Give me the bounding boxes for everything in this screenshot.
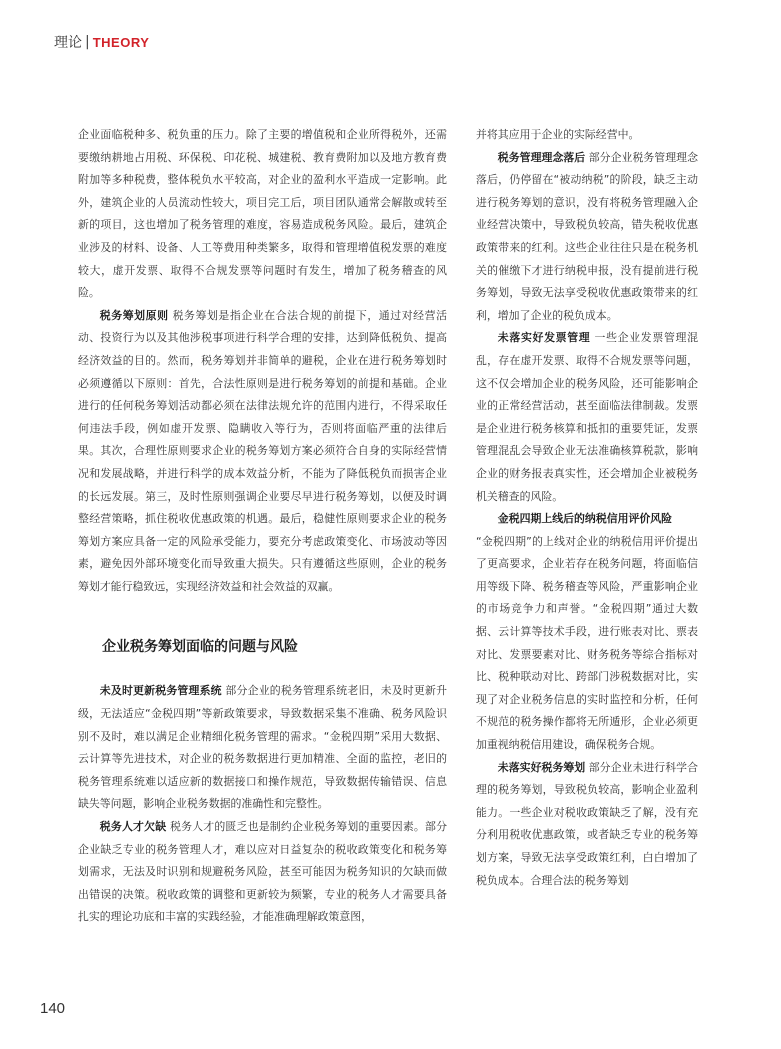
paragraph-heading: 税务管理理念落后 xyxy=(497,150,586,164)
paragraph-system xyxy=(78,680,447,816)
paragraph-body: 税务筹划是指企业在合法合规的前提下，通过对经营活动、投资行为以及其他涉税事项进行科学合理的安排，达到降低税负、提高经济效益的目的。然而，税务筹划并非简单的避税，企业在进行税务筹划时必须遵循以下原则：首先，合法性原则是进行税务筹划的前提和基础。企业进行的任何税务筹划活动都必须在法律法规允许的范围内进行，不得采取任何违法手段，例如虚开发票、隐瞒收入等行为，否则将面临严重的法律后果。其次，合理性原则要求企业的税务筹划方案必须符合自身的实际经营情况和发展战略，并进行科学的成本效益分析，不能为了降低税负而损害企业的长远发展。第三，及时性原则强调企业要尽早进行税务筹划，以便及时调整经营策略，抓住税收优惠政策的机遇。最后，稳健性原则要求企业的税务筹划方案应具备一定的风险承受能力，要充分考虑政策变化、市场波动等因素，避免因外部环境变化而导致重大损失。只有遵循这些原则，企业的税务筹划才能行稳致远，实现经济效益和社会效益的双赢。 xyxy=(78,308,447,593)
paragraph-heading: 未落实好发票管理 xyxy=(497,331,591,345)
paragraph-talent xyxy=(78,816,447,929)
paragraph-body: 税务人才的匮乏也是制约企业税务筹划的重要因素。部分企业缺乏专业的税务管理人才，难以应对日益复杂的税收政策变化和税务筹划需求，无法及时识别和规避税务风险，甚至可能因为税务知识的欠缺而做出错误的决策。税收政策的调整和更新较为频繁，专业的税务人才需要具备扎实的理论功底和丰富的实践经验，才能准确理解政策意图， xyxy=(78,820,447,924)
paragraph-body: 部分企业税务管理理念落后，仍停留在“被动纳税”的阶段，缺乏主动进行税务筹划的意识，没有将税务管理融入企业经营决策中，导致税负较高，错失税收优惠政策带来的红利。这些企业往往只是在税务机关的催缴下才进行纳税申报，没有提前进行税务筹划，导致无法享受税收优惠政策带来的红利，增加了企业的税负成本。 xyxy=(476,150,698,322)
running-header xyxy=(54,32,149,52)
page-number: 140 xyxy=(40,1000,66,1017)
left-column xyxy=(78,124,447,929)
paragraph-concept xyxy=(476,147,698,328)
paragraph-planning xyxy=(476,757,698,893)
section-title: 企业税务筹划面临的问题与风险 xyxy=(102,639,298,656)
paragraph-credit-heading xyxy=(476,508,698,531)
paragraph-credit-body: “金税四期”的上线对企业的纳税信用评价提出了更高要求，企业若存在税务问题，将面临信用等级下降、税务稽查等风险，严重影响企业的市场竞争力和声誉。“金税四期”通过大数据、云计算等技术手段，进行账表对比、票表对比、发票要素对比、财务税务等综合指标对比、税种联动对比、跨部门涉税数据对比，实现了对企业税务信息的实时监控和分析，任何不规范的税务操作都将无所遁形，企业必须更加重视纳税信用建设，确保税务合规。 xyxy=(476,534,698,752)
paragraph: 并将其应用于企业的实际经营中。 xyxy=(476,128,640,141)
paragraph-heading: 未落实好税务筹划 xyxy=(497,760,586,774)
paragraph-heading: 金税四期上线后的纳税信用评价风险 xyxy=(497,512,673,526)
header-separator: | xyxy=(85,34,90,50)
right-column xyxy=(476,124,698,892)
paragraph-heading: 税务人才欠缺 xyxy=(99,820,167,834)
paragraph: 企业面临税种多、税负重的压力。除了主要的增值税和企业所得税外，还需要缴纳耕地占用税、环保税、印花税、城建税、教育费附加以及地方教育费附加等多种税费，整体税负水平较高，对企业的盈利水平造成一定影响。此外，建筑企业的人员流动性较大，项目完工后，项目团队通常会解散或转至新的项目，这也增加了税务管理的难度，容易造成税务风险。最后，建筑企业涉及的材料、设备、人工等费用种类繁多，取得和管理增值税发票的难度较大，虚开发票、取得不合规发票等问题时有发生，增加了税务稽查的风险。 xyxy=(78,128,447,300)
paragraph-body: 一些企业发票管理混乱，存在虚开发票、取得不合规发票等问题，这不仅会增加企业的税务风险，还可能影响企业的正常经营活动，甚至面临法律制裁。发票是企业进行税务核算和抵扣的重要凭证，发票管理混乱会导致企业无法准确核算税款，影响企业的财务报表真实性，还会增加企业被税务机关稽查的风险。 xyxy=(476,331,698,503)
paragraph-invoice xyxy=(476,327,698,508)
paragraph-body: 部分企业未进行科学合理的税务筹划，导致税负较高，影响企业盈利能力。一些企业对税收政策缺乏了解，没有充分利用税收优惠政策，或者缺乏专业的税务筹划方案，导致无法享受政策红利，白白增加了税负成本。合理合法的税务筹划 xyxy=(476,760,698,887)
header-section-zh: 理论 xyxy=(54,35,82,51)
paragraph-principles xyxy=(78,305,447,599)
paragraph-heading: 税务筹划原则 xyxy=(99,308,169,322)
header-section-en: THEORY xyxy=(92,34,150,50)
paragraph-heading: 未及时更新税务管理系统 xyxy=(99,684,222,698)
paragraph-body: 部分企业的税务管理系统老旧，未及时更新升级，无法适应“金税四期”等新政策要求，导致数据采集不准确、税务风险识别不及时，难以满足企业精细化税务管理的需求。“金税四期”采用大数据、云计算等先进技术，对企业的税务数据进行更加精准、全面的监控，老旧的税务管理系统难以适应新的数据接口和操作规范，导致数据传输错误、信息缺失等问题，影响企业税务数据的准确性和完整性。 xyxy=(78,684,447,811)
